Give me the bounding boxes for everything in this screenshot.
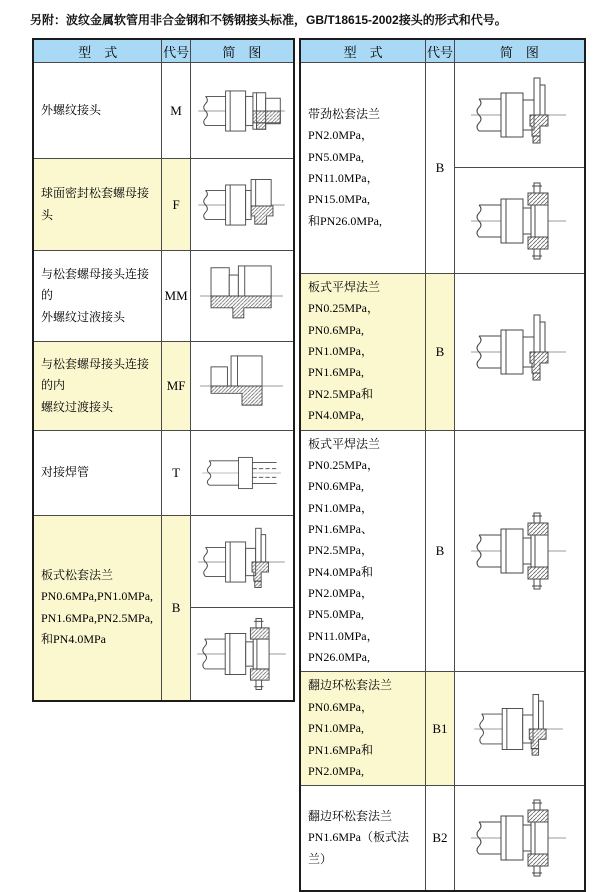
- diagram-cell: [190, 516, 294, 608]
- joint-table-left: [32, 38, 295, 702]
- header-type: 型 式: [300, 39, 426, 63]
- joint-table-right: [299, 38, 586, 892]
- diagram-neck-loose-flange-view-1: [469, 69, 569, 161]
- diagram-lapped-ring-loose-flange: [469, 687, 569, 771]
- code-cell: MM: [162, 251, 190, 342]
- diagram-cell: [190, 342, 294, 431]
- diagram-cell: [454, 274, 585, 431]
- type-cell: 板式松套法兰 PN0.6MPa,PN1.0MPa, PN1.6MPa,PN2.5MPa, 和PN4.0MPa: [33, 516, 162, 701]
- type-cell: 球面密封松套螺母接头: [33, 159, 162, 251]
- diagram-plate-weld-flange-section: [469, 502, 569, 600]
- code-cell: B1: [426, 672, 454, 786]
- diagram-butt-weld-pipe: [195, 434, 289, 512]
- header-code: 代号: [426, 39, 454, 63]
- type-cell: 对接焊管: [33, 431, 162, 516]
- diagram-cell: [190, 159, 294, 251]
- header-type: 型 式: [33, 39, 162, 63]
- diagram-neck-loose-flange-view-2: [469, 175, 569, 267]
- type-cell: 翻边环松套法兰 PN0.6MPa，PN1.0MPa, PN1.6MPa和PN2.0MPa,: [300, 672, 426, 786]
- table-row: [33, 342, 294, 431]
- table-row: [300, 430, 585, 672]
- table-row: [33, 516, 294, 608]
- diagram-spherical-seal-loose-nut-joint: [195, 164, 289, 246]
- diagram-cell: [190, 431, 294, 516]
- diagram-cell: [190, 251, 294, 342]
- header-code: 代号: [162, 39, 190, 63]
- diagram-plate-loose-flange-view-1: [195, 521, 289, 603]
- diagram-cell: [454, 430, 585, 672]
- diagram-cell: [454, 786, 585, 891]
- table-row: [300, 63, 585, 168]
- diagram-plate-weld-flange: [469, 305, 569, 399]
- type-cell: 翻边环松套法兰 PN1.6MPa（板式法兰）: [300, 786, 426, 891]
- code-cell: B: [426, 274, 454, 431]
- code-cell: F: [162, 159, 190, 251]
- type-cell: 与松套螺母接头连接的 外螺纹过液接头: [33, 251, 162, 342]
- table-header-row: [33, 39, 294, 63]
- diagram-cell: [454, 672, 585, 786]
- diagram-lapped-ring-loose-flange-plate: [469, 792, 569, 884]
- code-cell: B2: [426, 786, 454, 891]
- code-cell: T: [162, 431, 190, 516]
- table-row: [300, 274, 585, 431]
- code-cell: B: [162, 516, 190, 701]
- header-diagram: 简 图: [454, 39, 585, 63]
- diagram-female-thread-transition-joint: [195, 345, 289, 427]
- code-cell: MF: [162, 342, 190, 431]
- table-row: [33, 159, 294, 251]
- header-diagram: 简 图: [190, 39, 294, 63]
- table-row: [33, 431, 294, 516]
- standard-note-text: 另附：波纹金属软管用非合金钢和不锈钢接头标准，GB/T18615-2002接头的形式和代号。: [30, 13, 507, 27]
- code-cell: B: [426, 430, 454, 672]
- diagram-male-thread-transition-joint: [195, 255, 289, 337]
- table-header-row: [300, 39, 585, 63]
- diagram-cell: [454, 63, 585, 168]
- type-cell: 板式平焊法兰 PN0.25MPa，PN0.6MPa, PN1.0MPa，PN1.6MPa、 PN2.5MPa，PN4.0MPa和 PN2.0MPa，PN5.0MPa, PN11.0MPa，PN26.0MPa,: [300, 430, 426, 672]
- type-cell: 外螺纹接头: [33, 63, 162, 159]
- table-row: [300, 672, 585, 786]
- diagram-male-thread-joint: [195, 70, 289, 152]
- type-cell: 带劲松套法兰 PN2.0MPa，PN5.0MPa, PN11.0MPa，PN15.0MPa, 和PN26.0MPa,: [300, 63, 426, 274]
- type-cell: 与松套螺母接头连接的内 螺纹过渡接头: [33, 342, 162, 431]
- diagram-cell: [190, 608, 294, 701]
- type-cell: 板式平焊法兰 PN0.25MPa，PN0.6MPa, PN1.0MPa，PN1.6MPa, PN2.5MPa和PN4.0MPa,: [300, 274, 426, 431]
- code-cell: B: [426, 63, 454, 274]
- diagram-cell: [190, 63, 294, 159]
- diagram-cell: [454, 168, 585, 274]
- table-row: [33, 63, 294, 159]
- table-row: [300, 786, 585, 891]
- code-cell: M: [162, 63, 190, 159]
- table-row: [33, 251, 294, 342]
- diagram-plate-loose-flange-view-2: [195, 612, 289, 696]
